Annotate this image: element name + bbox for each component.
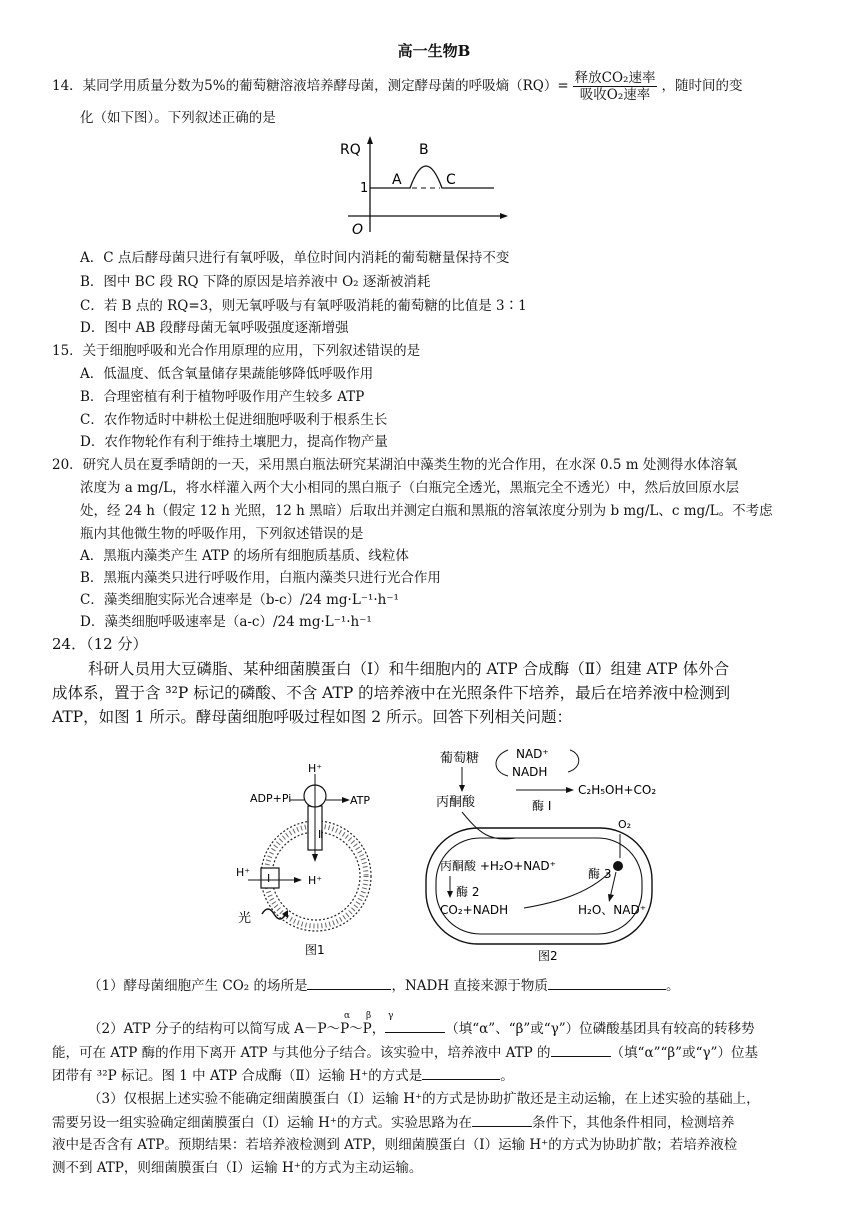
q24-s1-text-b: ，NADH 直接来源于物质 [391, 978, 548, 994]
nad-cycle-right [568, 750, 579, 772]
glucose-label: 葡萄糖 [440, 751, 480, 766]
h2o-nad-label: H₂O、NAD⁺ [578, 903, 647, 917]
q24-s1 [88, 975, 679, 996]
q14-option-d: D．图中 AB 段酵母菌无氧呼吸强度逐渐增强 [80, 320, 349, 336]
point-a-label: A [392, 172, 402, 188]
q15-option-c: C．农作物适时中耕松土促进细胞呼吸利于根系生长 [80, 412, 388, 428]
rq-curve [370, 166, 494, 188]
figure-1-caption: 图1 [305, 943, 325, 957]
q24-header: 24．（12 分） [52, 635, 148, 653]
q14-stem-line2: 化（如下图）。下列叙述正确的是 [80, 110, 276, 126]
nad-cycle-left [496, 750, 508, 776]
q24-s2-end: 。 [500, 1068, 514, 1084]
pyruvate-label: 丙酮酸 [436, 795, 476, 810]
h-plus-top-label: H⁺ [308, 764, 323, 775]
q24-s2-line2 [52, 1042, 758, 1063]
q14-option-c: C．若 B 点的 RQ=3，则无氧呼吸与有氧呼吸消耗的葡萄糖的比值是 3∶1 [80, 298, 527, 314]
q20-option-c: C．藻类细胞实际光合速率是（b-c）/24 mg·L⁻¹·h⁻¹ [80, 592, 399, 608]
answer-blank-co2-site[interactable] [307, 975, 391, 990]
q24-s2-line1 [88, 1018, 755, 1039]
answer-blank-phosphate-position[interactable] [385, 1018, 445, 1033]
atp-label: ATP [350, 794, 371, 807]
q20-stem-line2: 浓度为 a mg/L，将水样灌入两个大小相同的黑白瓶子（白瓶完全透光，黑瓶完全不透光）中，然后放回原水层 [80, 480, 740, 496]
q24-s2-text-e: 团带有 ³²P 标记。图 1 中 ATP 合成酶（Ⅱ）运输 H⁺的方式是 [52, 1068, 423, 1084]
h-plus-left-label: H⁺ [236, 866, 251, 879]
ethanol-co2-label: C₂H₅OH+CO₂ [578, 783, 657, 797]
enzyme-3-label: 酶 3 [588, 867, 612, 881]
point-b-label: B [419, 142, 429, 158]
nadh-label: NADH [512, 765, 548, 779]
q24-para-line3: ATP，如图 1 所示。酵母菌细胞呼吸过程如图 2 所示。回答下列相关问题： [52, 708, 573, 726]
q14-stem-line1 [52, 70, 742, 103]
q24-s3-text-a: 需要另设一组实验确定细菌膜蛋白（I）运输 H⁺的方式。实验思路为在 [52, 1115, 473, 1131]
q24-s3-line2 [52, 1112, 735, 1133]
adp-pi-label: ADP+Pi [250, 792, 292, 805]
q15-option-b: B．合理密植有利于植物呼吸作用产生较多 ATP [80, 389, 365, 405]
figure-2 [420, 742, 660, 964]
nad-plus-label: NAD⁺ [516, 747, 549, 761]
figure-2-caption: 图2 [538, 949, 558, 963]
q15-option-a: A．低温度、低含氧量储存果蔬能够降低呼吸作用 [80, 366, 374, 382]
greek-beta: β [366, 1011, 372, 1021]
answer-blank-condition[interactable] [472, 1112, 532, 1127]
rq-ylabel: RQ [340, 142, 361, 158]
q24-para-line2: 成体系，置于含 ³²P 标记的磷酸、不含 ATP 的培养液中在光照条件下培养，最后在培养液中检测到 [52, 684, 731, 702]
co2-nadh-label: CO₂+NADH [440, 903, 509, 917]
q14-stem-tail: ，随时间的变 [661, 78, 743, 94]
o2-label: O₂ [618, 818, 632, 831]
answer-blank-nadh-source[interactable] [548, 975, 666, 990]
rq-graph [330, 134, 510, 238]
protein-i-label: I [267, 872, 271, 885]
q24-s3-text-b: 条件下，其他条件相同，检测培养 [532, 1115, 735, 1131]
q14-option-a: A．C 点后酵母菌只进行有氧呼吸，单位时间内消耗的葡萄糖量保持不变 [80, 250, 510, 266]
q24-s2-text-d: （填“α”“β”或“γ”）位基 [610, 1045, 758, 1061]
answer-blank-transport-mode[interactable] [422, 1065, 500, 1080]
q20-option-d: D．藻类细胞呼吸速率是（a-c）/24 mg·L⁻¹·h⁻¹ [80, 614, 372, 630]
rq-one-tick: 1 [360, 181, 369, 196]
q24-para-line1: 科研人员用大豆磷脂、某种细菌膜蛋白（I）和牛细胞内的 ATP 合成酶（Ⅱ）组建 ATP 体外合 [88, 660, 730, 678]
enzyme-1-label: 酶 I [532, 799, 552, 813]
q24-s3-line4: 测不到 ATP，则细菌膜蛋白（I）运输 H⁺的方式为主动运输。 [52, 1160, 423, 1176]
q24-s3-line1: （3）仅根据上述实验不能确定细菌膜蛋白（I）运输 H⁺的方式是协助扩散还是主动运输，在上述实验的基础上， [88, 1091, 760, 1107]
q15-stem: 15．关于细胞呼吸和光合作用原理的应用，下列叙述错误的是 [52, 343, 421, 359]
answer-blank-labeled-position[interactable] [551, 1042, 611, 1057]
q20-option-b: B．黑瓶内藻类只进行呼吸作用，白瓶内藻类只进行光合作用 [80, 570, 441, 586]
q24-s2-text-c: 能，可在 ATP 酶的作用下离开 ATP 与其他分子结合。该实验中，培养液中 ATP 的 [52, 1045, 551, 1061]
h-plus-right-label: H⁺ [308, 874, 323, 887]
greek-gamma: γ [388, 1011, 394, 1021]
q20-stem-line3: 处，经 24 h（假定 12 h 光照，12 h 黑暗）后取出并测定白瓶和黑瓶的溶氧浓度分别为 b mg/L、c mg/L。不考虑 [80, 503, 773, 519]
rq-x-arrow [500, 213, 508, 219]
q14-option-b: B．图中 BC 段 RQ 下降的原因是培养液中 O₂ 逐渐被消耗 [80, 274, 431, 290]
figure-1 [228, 764, 418, 964]
q24-s2-text-b: （填“α”、“β”或“γ”）位磷酸基团具有较高的转移势 [445, 1021, 755, 1037]
point-c-label: C [446, 172, 456, 188]
q24-s1-text: （1）酵母菌细胞产生 CO₂ 的场所是 [88, 978, 308, 994]
q20-stem-line4: 瓶内其他微生物的呼吸作用，下列叙述错误的是 [80, 526, 364, 542]
q20-stem-line1: 20．研究人员在夏季晴朗的一天，采用黑白瓶法研究某湖泊中藻类生物的光合作用，在水深 0.5 m 处测得水体溶氧 [52, 457, 738, 473]
light-label: 光 [238, 911, 252, 926]
q24-s2-line3 [52, 1065, 514, 1086]
enzyme-3-dot [613, 861, 623, 871]
fraction-numerator: 释放CO₂速率 [574, 70, 656, 86]
matrix-reaction-label: 丙酮酸 +H₂O+NAD⁺ [440, 859, 556, 873]
q24-s1-end: 。 [665, 978, 680, 994]
q24-s3-line3: 液中是否含有 ATP。预期结果：若培养液检测到 ATP，则细菌膜蛋白（I）运输 H⁺的方式为协助扩散；若培养液检 [52, 1137, 738, 1153]
rq-fraction [573, 70, 658, 103]
protein-ii-label: Ⅱ [318, 828, 324, 841]
rq-origin: O [352, 222, 364, 238]
page-title: 高一生物B [397, 42, 471, 60]
q15-option-d: D．农作物轮作有利于维持土壤肥力，提高作物产量 [80, 434, 388, 450]
q14-stem-text: 14．某同学用质量分数为5%的葡萄糖溶液培养酵母菌，测定酵母菌的呼吸熵（RQ）= [52, 78, 569, 94]
q20-option-a: A．黑瓶内藻类产生 ATP 的场所有细胞质基质、线粒体 [80, 548, 409, 564]
rq-y-arrow [367, 136, 373, 144]
fraction-denominator: 吸收O₂速率 [579, 87, 651, 103]
enzyme-2-label: 酶 2 [456, 885, 480, 899]
q24-s2-text-a: （2）ATP 分子的结构可以简写成 A－P～P～P， [88, 1021, 386, 1037]
greek-alpha: α [344, 1011, 351, 1021]
pyruvate-transport-arrow [462, 812, 516, 839]
